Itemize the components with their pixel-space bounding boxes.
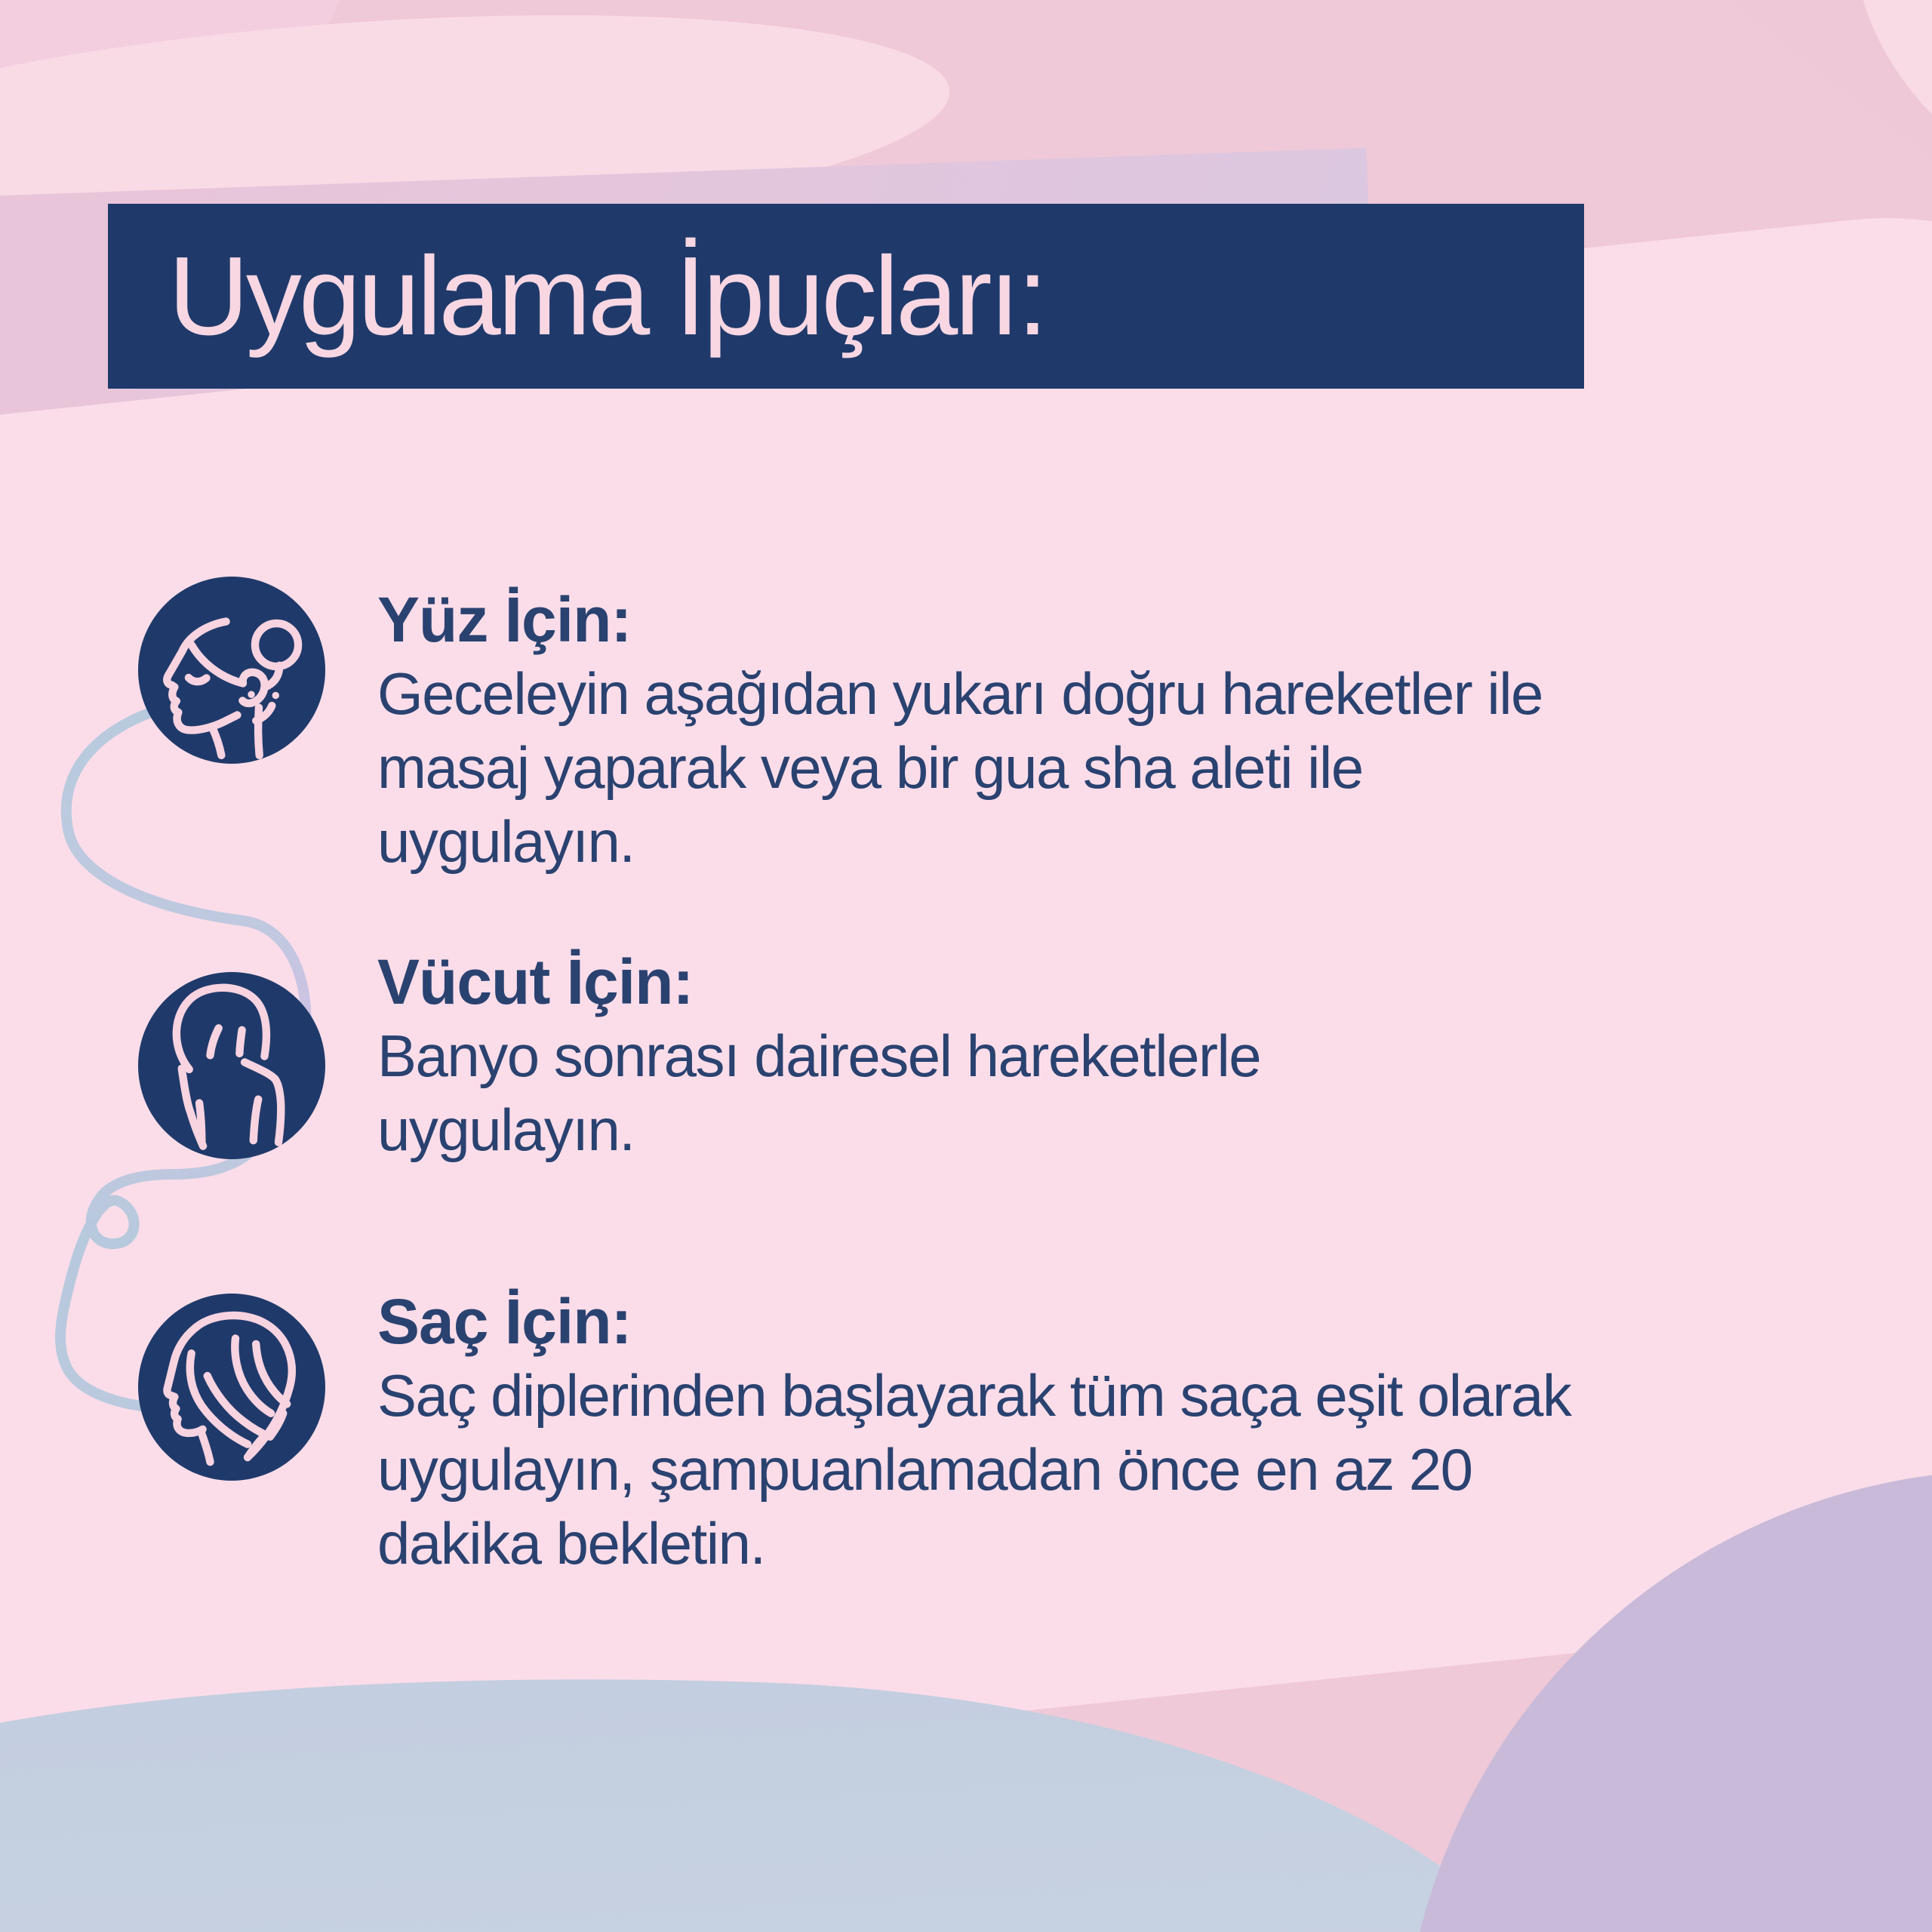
- woman-face-profile-icon: [138, 577, 325, 764]
- body-line: uygulayın.: [377, 808, 635, 875]
- body-line: dakika bekletin.: [377, 1510, 765, 1577]
- body-line: Saç diplerinden başlayarak tüm saça eşit olarak: [377, 1362, 1571, 1429]
- body-line: Banyo sonrası dairesel hareketlerle: [377, 1023, 1261, 1089]
- section-heading: Saç İçin:: [377, 1286, 632, 1357]
- woman-body-back-icon: [138, 972, 325, 1159]
- section-heading: Vücut İçin:: [377, 946, 694, 1017]
- body-line: uygulayın, şampuanlamadan önce en az 20: [377, 1436, 1472, 1503]
- body-line: masaj yaparak veya bir gua sha aleti ile: [377, 734, 1363, 801]
- page-title: Uygulama İpuçları:: [168, 233, 1045, 358]
- title-bar: [108, 204, 1584, 389]
- body-line: Geceleyin aşağıdan yukarı doğru hareketler ile: [377, 660, 1543, 727]
- body-line: uygulayın.: [377, 1097, 635, 1163]
- woman-hair-profile-icon: [138, 1294, 325, 1481]
- section-heading: Yüz İçin:: [377, 584, 632, 655]
